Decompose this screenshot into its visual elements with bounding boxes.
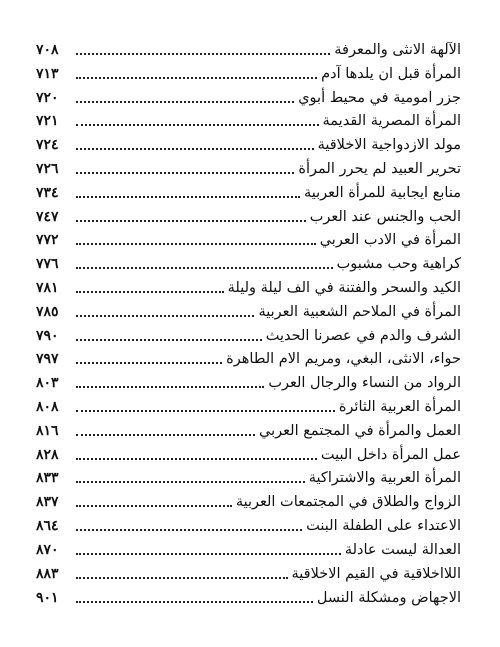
dot-leader [76, 410, 335, 412]
dot-leader [76, 148, 314, 150]
toc-entry-page: ٨٠٣ [36, 375, 59, 391]
toc-entry [36, 464, 461, 487]
dot-leader [76, 291, 224, 293]
dot-leader [76, 553, 341, 555]
dot-leader [76, 267, 333, 269]
toc-entry-page: ٧٢٦ [36, 161, 59, 177]
dot-leader [76, 124, 319, 126]
dot-leader [76, 339, 262, 341]
toc-entry [36, 560, 461, 583]
toc-entry [36, 512, 461, 535]
toc-entry-title: المرأة العربية والاشتراكية [308, 470, 461, 486]
toc-entry-page: ٧٠٨ [36, 42, 59, 58]
toc-entry-title: الحب والجنس عند العرب [309, 209, 461, 225]
dot-leader [76, 529, 302, 531]
toc-entry-page: ٧٧٦ [36, 256, 59, 272]
toc-entry [36, 417, 461, 440]
toc-entry [36, 274, 461, 297]
toc-entry-title: الزواج والطلاق في المجتمعات العربية [235, 494, 461, 510]
dot-leader [76, 101, 294, 103]
toc-entry-page: ٨٢٨ [36, 447, 59, 463]
dot-leader [76, 434, 255, 436]
toc-entry-title: كراهية وحب مشبوب [336, 256, 461, 272]
toc-entry-title: جزر امومية في محيط أبوي [298, 90, 461, 106]
toc-entry-title: المرأة في الادب العربي [319, 232, 461, 248]
toc-entry [36, 584, 461, 607]
dot-leader [76, 458, 317, 460]
toc-entry-title: الاجهاض ومشكلة النسل [316, 590, 461, 606]
toc-entry-page: ٨٦٤ [36, 518, 59, 534]
toc-entry [36, 131, 461, 154]
toc-entry-page: ٧٨١ [36, 280, 59, 296]
toc-entry-page: ٧٩٧ [36, 351, 59, 367]
toc-entry-page: ٧٧٢ [36, 232, 59, 248]
toc-entry-title: عمل المرأة داخل البيت [320, 447, 461, 463]
toc-entry-title: منابع ايجابية للمرأة العربية [303, 185, 461, 201]
toc-entry [36, 60, 461, 83]
toc-entry-page: ٨٠٨ [36, 399, 59, 415]
toc-entry-title: الاعتداء على الطفلة البنت [306, 518, 461, 534]
toc-entry-page: ٨١٦ [36, 423, 59, 439]
toc-entry-page: ٨٨٣ [36, 566, 59, 582]
dot-leader [76, 601, 313, 603]
toc-entry-page: ٧٢٤ [36, 137, 59, 153]
toc-entry [36, 36, 461, 59]
toc-entry-title: حواء، الانثى، البغي، ومريم الام الطاهرة [226, 351, 461, 367]
toc-entry [36, 322, 461, 345]
dot-leader [76, 577, 288, 579]
toc-entry-page: ٨٧٠ [36, 542, 59, 558]
toc-entry-title: المرأة قبل ان يلدها آدم [321, 66, 461, 82]
toc-entry [36, 179, 461, 202]
toc-entry [36, 155, 461, 178]
dot-leader [76, 77, 317, 79]
toc-entry [36, 369, 461, 392]
dot-leader [76, 505, 232, 507]
toc-entry-title: المرأة في الملاحم الشعبية العربية [258, 304, 461, 320]
dot-leader [76, 315, 254, 317]
toc-entry-title: اللااخلاقية في القيم الاخلاقية [291, 566, 461, 582]
toc-entry [36, 250, 461, 273]
dot-leader [76, 243, 316, 245]
toc-entry [36, 393, 461, 416]
toc-entry-page: ٧٢١ [36, 113, 59, 129]
toc-entry-title: الآلهة الانثى والمعرفة [334, 42, 461, 58]
toc-entry-page: ٧٣٤ [36, 185, 59, 201]
toc-entry-page: ٨٣٧ [36, 494, 59, 510]
dot-leader [76, 196, 300, 198]
dot-leader [76, 172, 294, 174]
toc-entry-title: العدالة ليست عادلة [344, 542, 461, 558]
toc-entry-title: العمل والمرأة في المجتمع العربي [259, 423, 461, 439]
toc-entry-title: المرأة العربية الثائرة [338, 399, 461, 415]
toc-entry-title: تحرير العبيد لم يحرر المرأة [298, 161, 461, 177]
toc-entry [36, 107, 461, 130]
toc-entry [36, 226, 461, 249]
toc-entry-page: ٨٣٣ [36, 470, 59, 486]
toc-entry [36, 84, 461, 107]
toc-entry-page: ٧٨٥ [36, 304, 59, 320]
toc-entry [36, 536, 461, 559]
dot-leader [76, 53, 330, 55]
toc-entry-title: الرواد من النساء والرجال العرب [268, 375, 461, 391]
toc-entry [36, 345, 461, 368]
toc-entry-page: ٧٩٠ [36, 328, 59, 344]
toc-entry [36, 488, 461, 511]
dot-leader [76, 481, 305, 483]
toc-entry-page: ٧٢٠ [36, 90, 59, 106]
toc-entry-title: مولد الازدواجية الاخلاقية [317, 137, 461, 153]
dot-leader [76, 386, 264, 388]
toc-entry [36, 298, 461, 321]
toc-entry [36, 441, 461, 464]
toc-entry-page: ٧١٣ [36, 66, 59, 82]
toc-entry-page: ٧٤٧ [36, 209, 59, 225]
toc-entry [36, 203, 461, 226]
dot-leader [76, 220, 306, 222]
toc-entry-title: الشرف والدم في عصرنا الحديث [265, 328, 461, 344]
dot-leader [76, 362, 222, 364]
toc-entry-title: المرأة المصرية القديمة [322, 113, 461, 129]
toc-entry-page: ٩٠١ [36, 590, 59, 606]
toc-entry-title: الكيد والسحر والفتنة في الف ليلة وليلة [227, 280, 461, 296]
